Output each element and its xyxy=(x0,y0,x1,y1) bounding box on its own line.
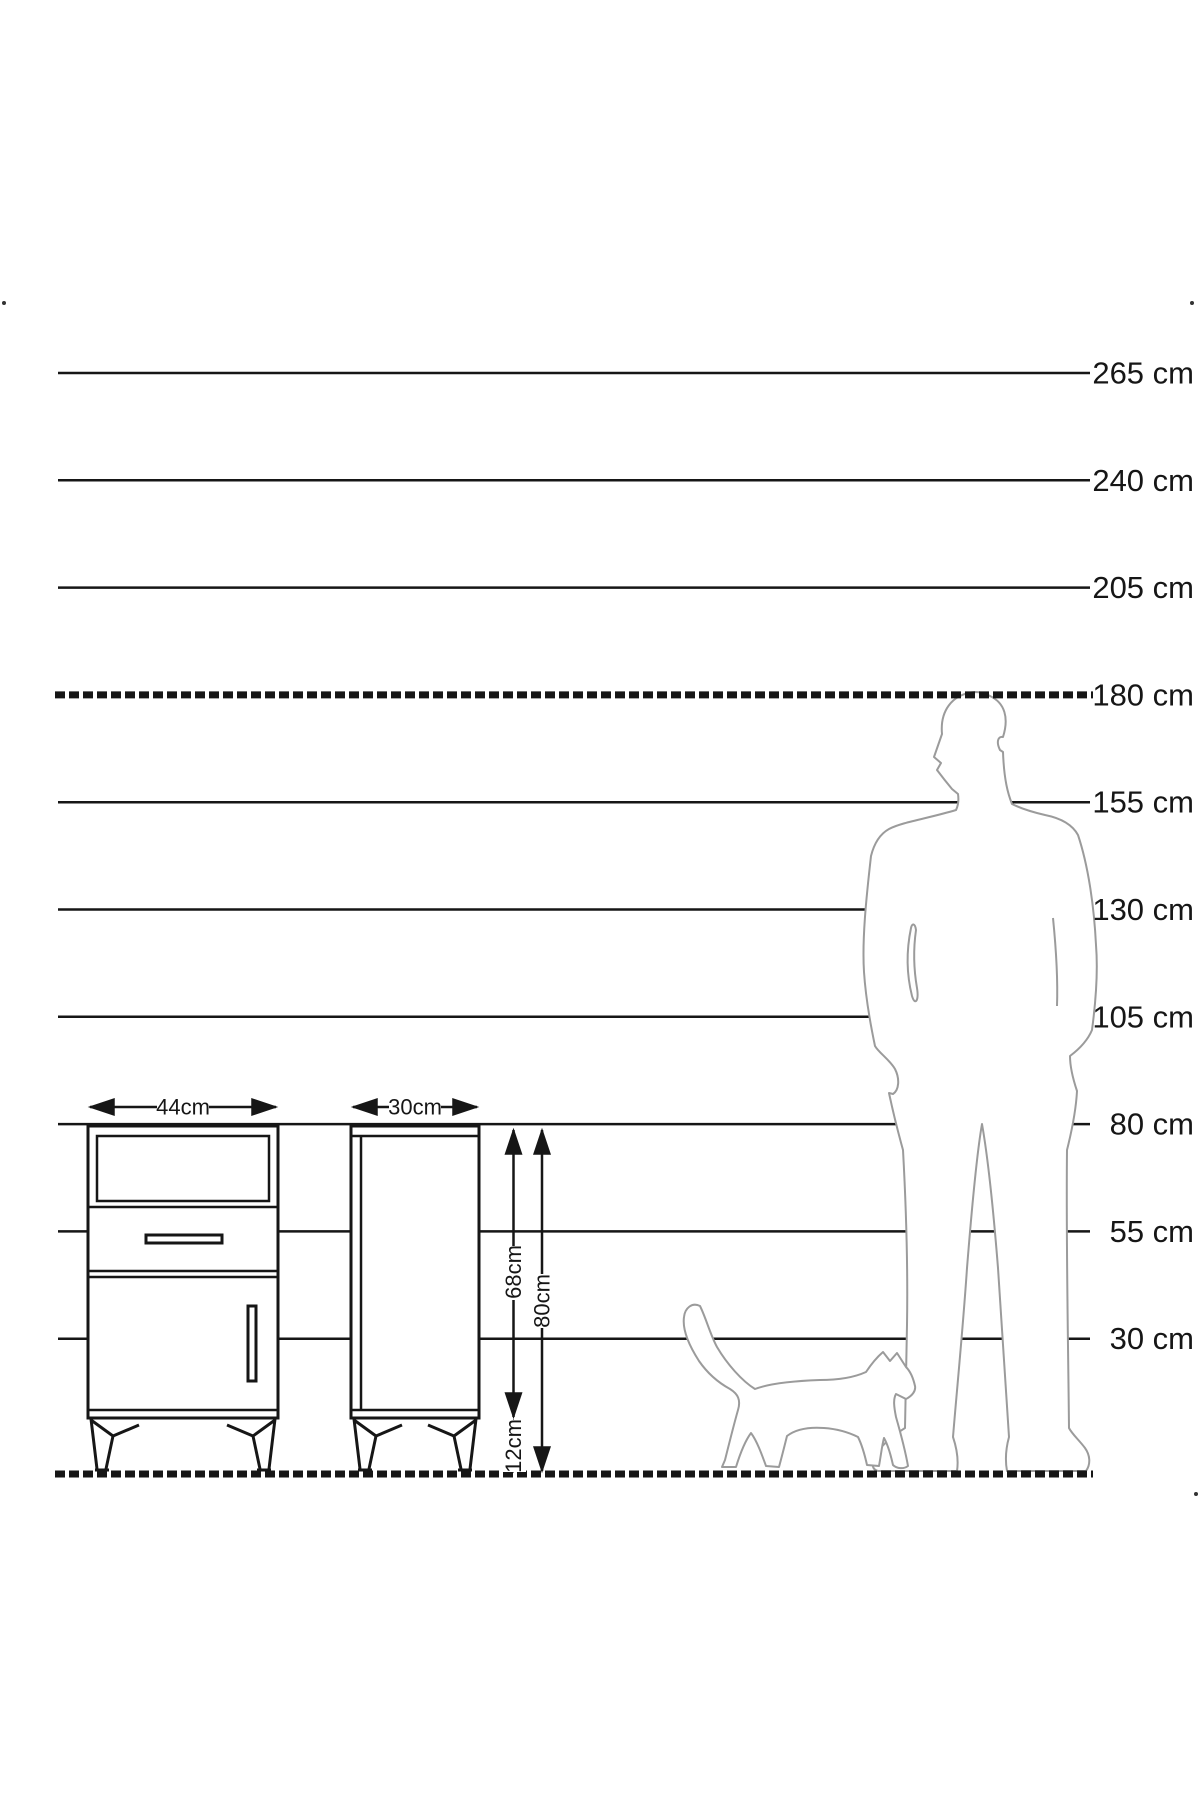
side-legs xyxy=(354,1419,476,1470)
scale-label-205: 205 cm xyxy=(1092,570,1194,606)
speck xyxy=(1190,301,1194,305)
front-legs xyxy=(91,1419,275,1470)
cat-silhouette xyxy=(684,1305,915,1468)
front-open-shelf xyxy=(97,1136,269,1201)
scale-label-55: 55 cm xyxy=(1109,1213,1194,1249)
scale-label-30: 30 cm xyxy=(1109,1321,1194,1357)
total-height-label: 80cm xyxy=(529,1274,555,1328)
front-width-label: 44cm xyxy=(156,1094,210,1120)
speck xyxy=(2,301,6,305)
height-scale-labels xyxy=(1092,356,1194,1357)
scale-label-105: 105 cm xyxy=(1092,999,1194,1035)
scale-label-240: 240 cm xyxy=(1092,462,1194,498)
scale-label-80: 80 cm xyxy=(1109,1106,1194,1142)
door-handle xyxy=(248,1306,256,1381)
side-width-label: 30cm xyxy=(388,1094,442,1120)
leg-height-label: 12cm xyxy=(501,1419,526,1473)
scale-label-180: 180 cm xyxy=(1092,677,1194,713)
side-carcass xyxy=(351,1126,479,1418)
furniture-side-view xyxy=(351,1126,479,1470)
scale-label-130: 130 cm xyxy=(1092,892,1194,927)
speck xyxy=(1194,1492,1198,1496)
scale-label-265: 265 cm xyxy=(1092,355,1194,391)
scale-label-155: 155 cm xyxy=(1092,784,1194,820)
carcass-height-label: 68cm xyxy=(501,1245,526,1299)
furniture-front-view xyxy=(88,1126,278,1470)
drawer-handle xyxy=(146,1235,222,1243)
